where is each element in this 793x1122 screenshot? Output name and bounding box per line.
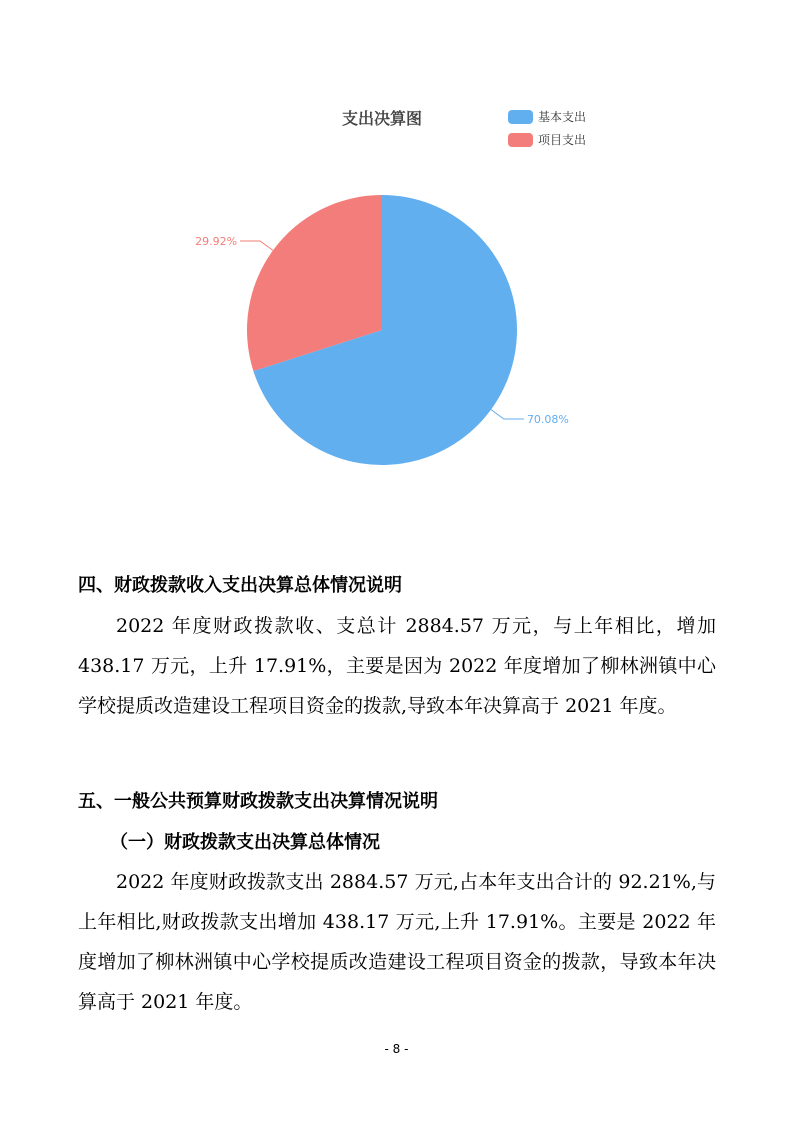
- section5-subheading: （一）财政拨款支出决算总体情况: [110, 832, 380, 853]
- chart-title: 支出决算图: [341, 109, 423, 128]
- page-number: - 8 -: [384, 1042, 409, 1056]
- pie-leader-line: [491, 410, 524, 419]
- expenditure-pie-chart: [0, 0, 793, 520]
- legend-swatch-project: [508, 133, 533, 147]
- section4-paragraph: 2022 年度财政拨款收、支总计 2884.57 万元，与上年相比，增加 438.17 万元，上升 17.91%，主要是因为 2022 年度增加了柳林洲镇中心学校提质改造建设工程项目资金的拨款,导致本年决算高于 2021 年度。: [78, 615, 716, 717]
- legend-label-project: 项目支出: [538, 133, 587, 147]
- pie-label-project: 29.92%: [195, 234, 238, 248]
- pie-leader-line: [240, 241, 273, 250]
- section5-paragraph: 2022 年度财政拨款支出 2884.57 万元,占本年支出合计的 92.21%,与上年相比,财政拨款支出增加 438.17 万元,上升 17.91%。主要是 2022 年度增加了柳林洲镇中心学校提质改造建设工程项目资金的拨款，导致本年决算高于 2021 年度。: [78, 871, 716, 1013]
- legend-label-basic: 基本支出: [538, 110, 587, 124]
- chart-legend: [508, 109, 586, 147]
- section4-heading: 四、财政拨款收入支出决算总体情况说明: [78, 575, 402, 596]
- pie-label-basic: 70.08%: [526, 413, 569, 427]
- pie-slices: [247, 195, 517, 465]
- section5-heading: 五、一般公共预算财政拨款支出决算情况说明: [78, 791, 438, 812]
- legend-swatch-basic: [508, 110, 533, 124]
